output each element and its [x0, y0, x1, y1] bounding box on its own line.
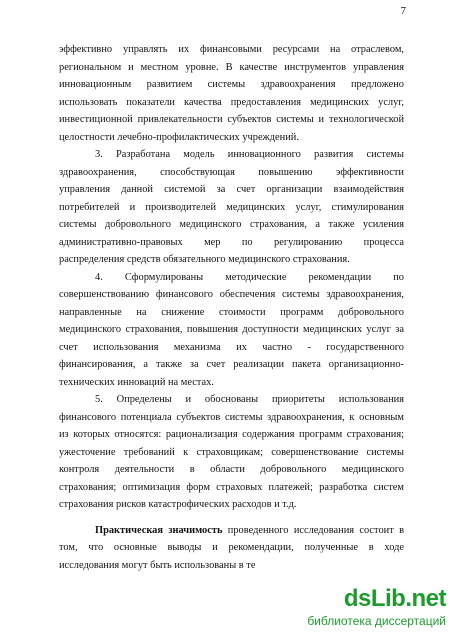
text-line: страхования; оптимизация форм страховых платежей; разработка систем: [59, 481, 404, 493]
text-line: финансирования, а также за счет реализации пакета организационно-: [59, 359, 404, 370]
bold-lead: Практическая значимость: [95, 524, 223, 536]
text-line: инвестиционной привлекательности субъектов системы и технологической: [59, 114, 404, 125]
text-line: из которых относятся: рационализация содержания программ страхования;: [59, 429, 404, 440]
text-line: совершенствованию финансового обеспечения системы здравоохранения,: [59, 289, 404, 300]
paragraphs: [59, 41, 404, 514]
text-line: ужесточение требований к страховщикам; совершенствование системы: [59, 446, 404, 458]
text-line: эффективно управлять их финансовыми ресурсами на отраслевом,: [59, 44, 404, 55]
text-line: потребителей и производителей медицинских услуг, стимулирования: [59, 201, 404, 213]
text-line: 3. Разработана модель инновационного развития системы: [95, 149, 404, 160]
final-paragraph-line-2: том, что основные выводы и рекомендации, полученные в ходе: [59, 542, 404, 553]
watermark: [290, 585, 450, 633]
page-number: 7: [400, 5, 406, 17]
final-paragraph-line-1-rest: проведенного исследования состоит в: [222, 524, 404, 536]
text-line: 5. Определены и обоснованы приоритеты использования: [95, 394, 404, 405]
text-line: управления данной системой за счет организации взаимодействия: [59, 184, 404, 195]
final-paragraph-line-3: исследования могут быть использованы в те: [59, 559, 256, 571]
text-line: медицинского страхования, повышения доступности медицинских услуг за: [59, 324, 404, 335]
body-text: [59, 41, 404, 574]
text-line: счет использования механизма их частно - государственного: [59, 341, 404, 353]
paragraph-gap: [59, 514, 404, 522]
text-line: страхования рисков катастрофических расходов и т.д.: [59, 499, 297, 510]
final-paragraph-line-1: [59, 522, 404, 540]
text-line: здравоохранения, способствующая повышению эффективности: [59, 166, 404, 178]
text-line: распределения средств обязательного медицинского страхования.: [59, 254, 350, 265]
watermark-logo: dsLib.net: [343, 585, 446, 612]
text-line: региональном и местном уровне. В качестве инструментов управления: [59, 61, 404, 73]
watermark-tagline: библиотека диссертаций: [307, 614, 446, 628]
text-line: технических инноваций на местах.: [59, 376, 214, 388]
text-line: административно-правовых мер по регулированию процесса: [59, 236, 404, 248]
text-line: использовать показатели качества предоставления медицинских услуг,: [59, 96, 404, 108]
text-line: инновационным развитием системы здравоохранения предложено: [59, 79, 404, 90]
text-line: системы добровольного медицинского страхования, а также усиления: [59, 219, 404, 230]
text-line: 4. Сформулированы методические рекомендации по: [95, 271, 404, 283]
text-line: целостности лечебно-профилактических учреждений.: [59, 131, 299, 143]
text-line: контроля деятельности в области добровольного медицинского: [59, 464, 404, 475]
text-line: финансового потенциала субъектов системы здравоохранения, к основным: [59, 411, 404, 423]
text-line: направленные на снижение стоимости программ добровольного: [59, 306, 404, 318]
